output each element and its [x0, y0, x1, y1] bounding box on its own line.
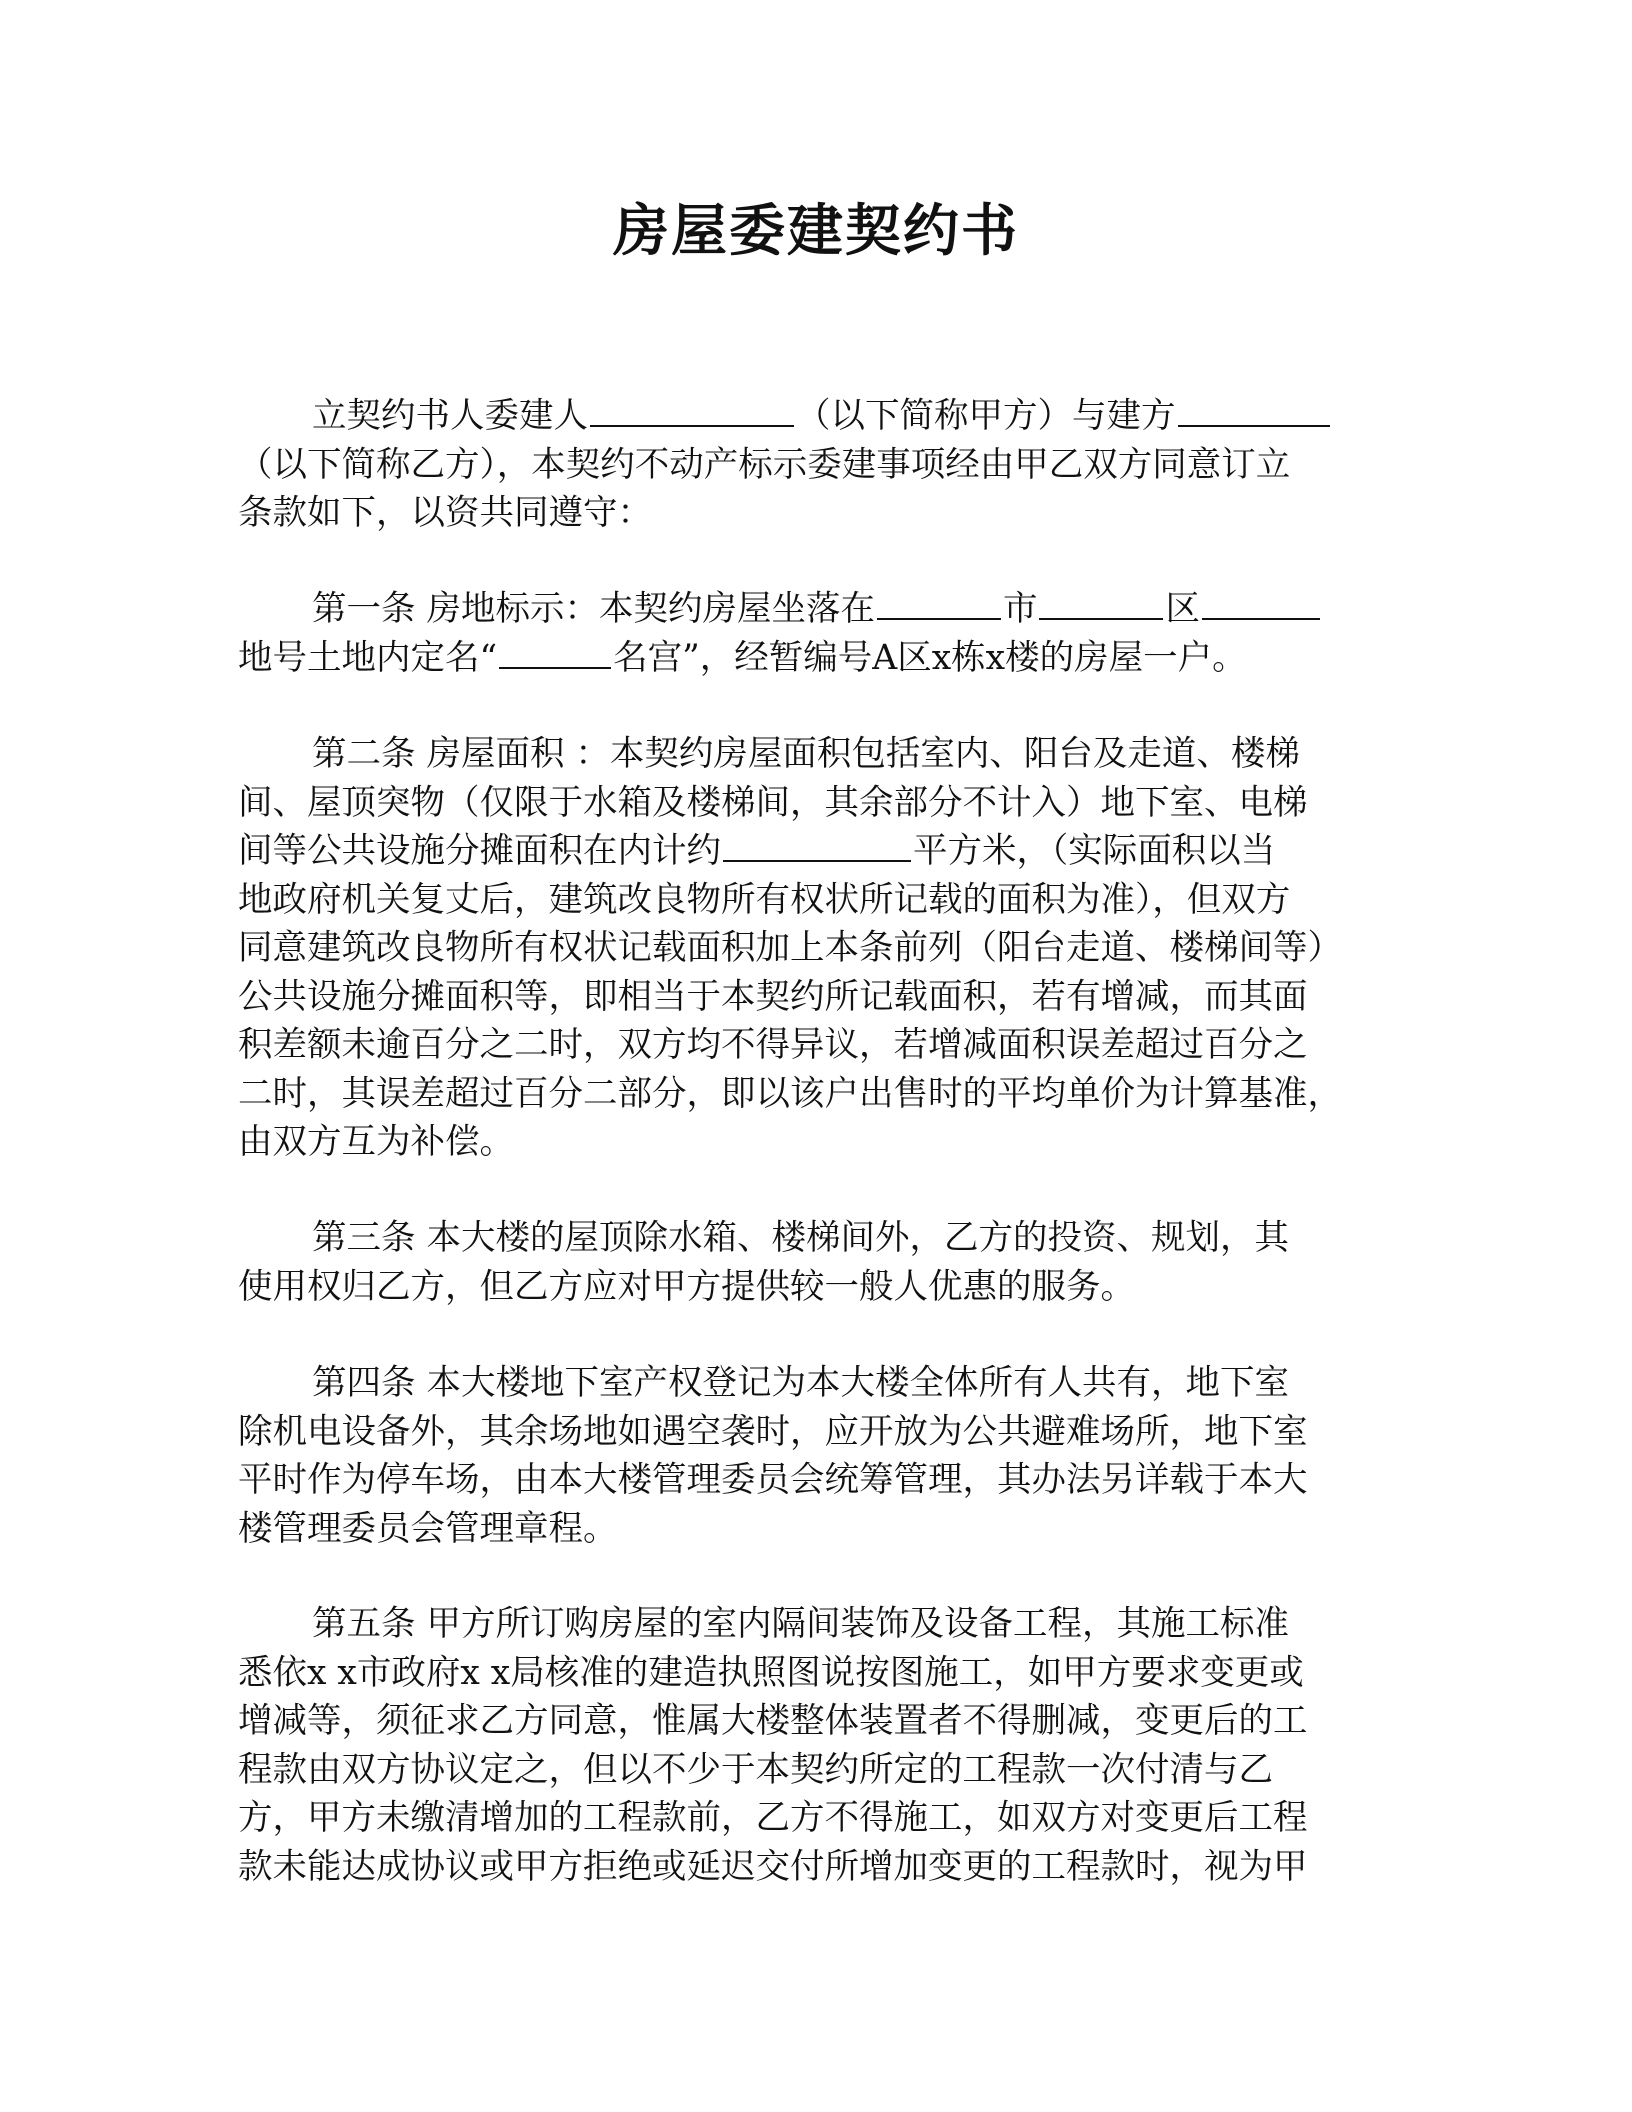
article-5-line: 增减等，须征求乙方同意，惟属大楼整体装置者不得删减，变更后的工: [238, 1701, 1308, 1741]
article-text: 地号土地内定名“: [238, 637, 498, 678]
article-5-line: 悉依x x市政府x x局核准的建造执照图说按图施工，如甲方要求变更或: [238, 1652, 1304, 1693]
article-3-line: 使用权归乙方，但乙方应对甲方提供较一般人优惠的服务。: [238, 1266, 1135, 1307]
article-4-paragraph: [238, 1359, 1378, 1553]
article-5-line: 方，甲方未缴清增加的工程款前，乙方不得施工，如双方对变更后工程: [238, 1798, 1308, 1838]
article-1-line-1: [238, 585, 1378, 634]
article-2-line: [238, 827, 1378, 876]
builder-name-blank: [1178, 393, 1330, 427]
article-2-line: 第二条 房屋面积 ：本契约房屋面积包括室内、阳台及走道、楼梯: [312, 734, 1300, 774]
article-2-line: 由双方互为补偿。: [238, 1122, 514, 1162]
article-text: 平方米，（实际面积以当: [913, 831, 1276, 871]
article-text: 名宫”，经暂编号A区x栋x楼的房屋一户。: [613, 637, 1247, 678]
article-2-line: 二时，其误差超过百分二部分，即以该户出售时的平均单价为计算基准，: [238, 1073, 1342, 1114]
lot-number-blank: [1202, 586, 1320, 620]
article-2-line: 地政府机关复丈后，建筑改良物所有权状所记载的面积为准），但双方: [238, 879, 1291, 920]
article-text: 市: [1002, 589, 1038, 629]
article-2-line: 同意建筑改良物所有权状记载面积加上本条前列（阳台走道、楼梯间等）: [238, 928, 1342, 968]
preamble-paragraph: [238, 392, 1378, 538]
preamble-text: （以下简称甲方）与建方: [796, 396, 1176, 436]
article-5-line: 款未能达成协议或甲方拒绝或延迟交付所增加变更的工程款时，视为甲: [238, 1846, 1308, 1887]
article-2-line: 公共设施分摊面积等，即相当于本契约所记载面积，若有增减，而其面: [238, 976, 1308, 1017]
article-text: 第一条 房地标示：本契约房屋坐落在: [312, 589, 875, 629]
article-1-line-2: [238, 634, 1378, 683]
article-2-paragraph: [238, 730, 1378, 1167]
preamble-line-2: （以下简称乙方），本契约不动产标示委建事项经由甲乙双方同意订立: [238, 444, 1291, 485]
article-5-line: 第五条 甲方所订购房屋的室内隔间装饰及设备工程，其施工标准: [312, 1604, 1289, 1644]
article-text: 区: [1165, 589, 1200, 629]
article-4-line: 楼管理委员会管理章程。: [238, 1508, 618, 1549]
article-4-line: 平时作为停车场，由本大楼管理委员会统筹管理，其办法另详载于本大: [238, 1460, 1308, 1500]
article-2-line: 积差额未逾百分之二时，双方均不得异议，若增减面积误差超过百分之: [238, 1025, 1308, 1065]
building-name-blank: [499, 635, 611, 669]
city-blank: [877, 586, 1001, 620]
preamble-line-1: [238, 392, 1378, 441]
article-3-paragraph: [238, 1214, 1378, 1311]
article-3-line: 第三条 本大楼的屋顶除水箱、楼梯间外，乙方的投资、规划，其: [312, 1218, 1289, 1258]
article-5-paragraph: [238, 1600, 1378, 1891]
article-5-line: 程款由双方协议定之，但以不少于本契约所定的工程款一次付清与乙: [238, 1749, 1273, 1790]
preamble-text: 立契约书人委建人: [312, 396, 588, 436]
district-blank: [1039, 586, 1163, 620]
article-2-line: 间、屋顶突物（仅限于水箱及楼梯间，其余部分不计入）地下室、电梯: [238, 782, 1308, 823]
document-title: 房屋委建契约书: [613, 199, 1019, 264]
article-1-paragraph: [238, 585, 1378, 682]
article-4-line: 除机电设备外，其余场地如遇空袭时，应开放为公共避难场所，地下室: [238, 1411, 1308, 1452]
preamble-line-3: 条款如下，以资共同遵守：: [238, 493, 652, 533]
principal-name-blank: [590, 393, 794, 427]
article-text: 间等公共设施分摊面积在内计约: [238, 831, 721, 871]
article-4-line: 第四条 本大楼地下室产权登记为本大楼全体所有人共有，地下室: [312, 1363, 1289, 1403]
area-blank: [723, 828, 911, 862]
